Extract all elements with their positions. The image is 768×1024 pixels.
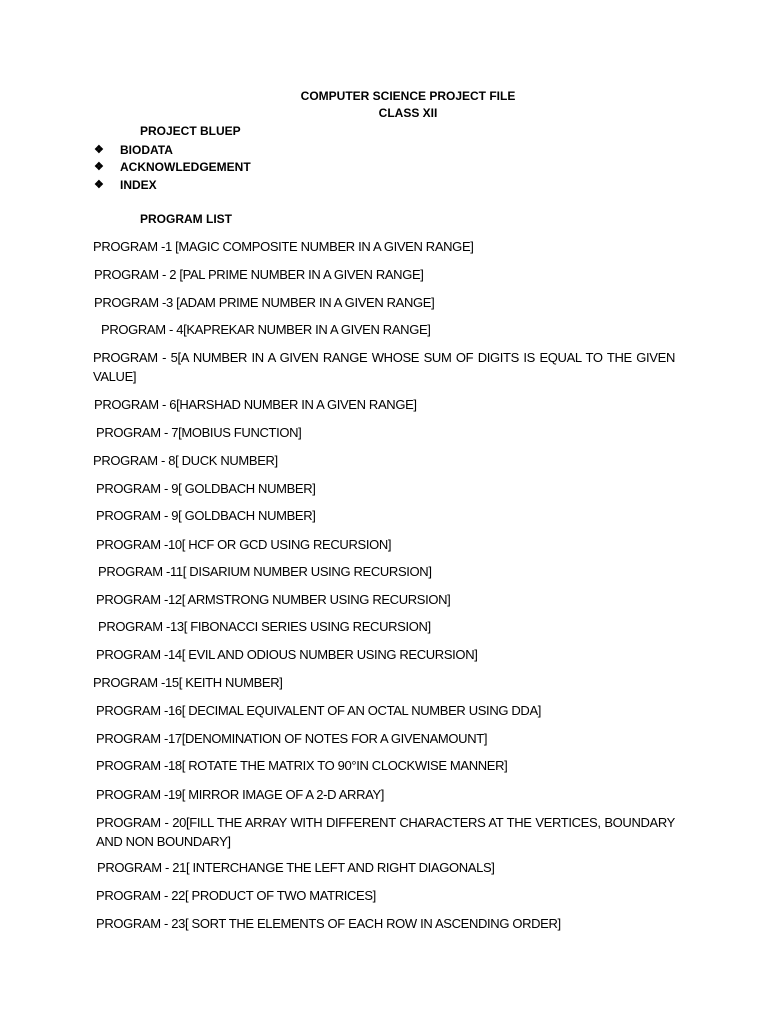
program-entry: PROGRAM -13[ FIBONACCI SERIES USING RECURSION]: [98, 619, 431, 634]
blueprint-list: [94, 141, 251, 194]
diamond-bullet-icon: ❖: [94, 143, 104, 156]
program-entry: PROGRAM -16[ DECIMAL EQUIVALENT OF AN OCTAL NUMBER USING DDA]: [96, 703, 542, 718]
list-item: [94, 159, 251, 177]
list-item-label: BIODATA: [120, 142, 173, 157]
program-entry: PROGRAM -18[ ROTATE THE MATRIX TO 90°IN CLOCKWISE MANNER]: [96, 758, 508, 773]
list-item: [94, 141, 251, 159]
program-entry: PROGRAM -15[ KEITH NUMBER]: [93, 675, 283, 690]
program-entry: PROGRAM - 4[KAPREKAR NUMBER IN A GIVEN RANGE]: [101, 322, 431, 337]
program-entry: PROGRAM -1 [MAGIC COMPOSITE NUMBER IN A GIVEN RANGE]: [93, 239, 474, 254]
program-entry: PROGRAM - 23[ SORT THE ELEMENTS OF EACH ROW IN ASCENDING ORDER]: [96, 916, 561, 931]
program-entry: PROGRAM - 2 [PAL PRIME NUMBER IN A GIVEN RANGE]: [94, 267, 424, 282]
blueprint-heading: PROJECT BLUEP: [140, 124, 241, 138]
program-entry: PROGRAM - 22[ PRODUCT OF TWO MATRICES]: [96, 888, 376, 903]
program-entry: PROGRAM - 21[ INTERCHANGE THE LEFT AND RIGHT DIAGONALS]: [97, 860, 495, 875]
program-entry: PROGRAM - 6[HARSHAD NUMBER IN A GIVEN RANGE]: [94, 397, 417, 412]
program-list-heading: PROGRAM LIST: [140, 212, 232, 226]
program-entry: PROGRAM -19[ MIRROR IMAGE OF A 2-D ARRAY]: [96, 787, 385, 802]
program-entry: PROGRAM -17[DENOMINATION OF NOTES FOR A GIVENAMOUNT]: [96, 731, 488, 746]
program-entry: PROGRAM -3 [ADAM PRIME NUMBER IN A GIVEN RANGE]: [94, 295, 435, 310]
document-title: COMPUTER SCIENCE PROJECT FILE: [300, 89, 516, 103]
program-entry: PROGRAM -11[ DISARIUM NUMBER USING RECURSION]: [98, 564, 432, 579]
program-entry: PROGRAM - 7[MOBIUS FUNCTION]: [96, 425, 302, 440]
list-item: [94, 176, 251, 194]
document-subtitle: CLASS XII: [378, 106, 438, 120]
program-entry: PROGRAM -10[ HCF OR GCD USING RECURSION]: [96, 537, 392, 552]
program-entry: PROGRAM -12[ ARMSTRONG NUMBER USING RECURSION]: [96, 592, 451, 607]
list-item-label: INDEX: [120, 177, 157, 192]
program-entry: PROGRAM - 9[ GOLDBACH NUMBER]: [96, 481, 316, 496]
list-item-label: ACKNOWLEDGEMENT: [120, 160, 251, 175]
program-entry: PROGRAM - 5[A NUMBER IN A GIVEN RANGE WHOSE SUM OF DIGITS IS EQUAL TO THE GIVEN VALUE]: [93, 350, 675, 384]
program-entry: PROGRAM - 8[ DUCK NUMBER]: [93, 453, 278, 468]
program-entry: PROGRAM - 20[FILL THE ARRAY WITH DIFFERENT CHARACTERS AT THE VERTICES, BOUNDARY AND NON BOUNDARY]: [96, 815, 675, 849]
diamond-bullet-icon: ❖: [94, 178, 104, 191]
program-entry: PROGRAM -14[ EVIL AND ODIOUS NUMBER USING RECURSION]: [96, 647, 478, 662]
program-entry: PROGRAM - 9[ GOLDBACH NUMBER]: [96, 508, 316, 523]
diamond-bullet-icon: ❖: [94, 161, 104, 174]
